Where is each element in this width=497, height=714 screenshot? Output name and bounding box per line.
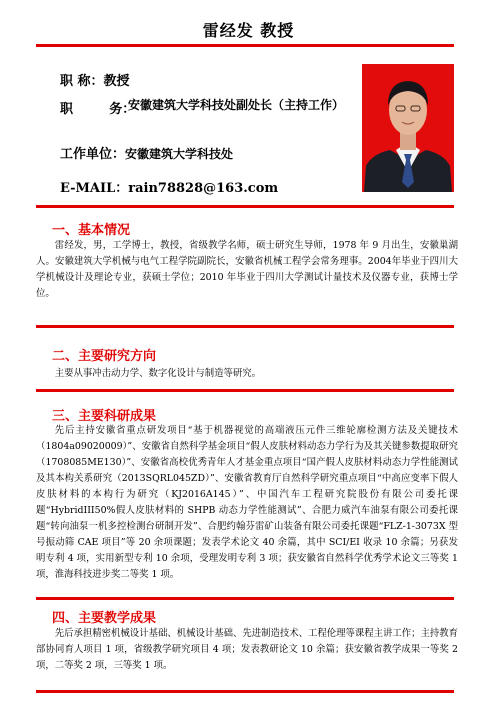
email-label: E-MAIL：	[60, 181, 129, 196]
divider	[36, 205, 454, 208]
unit-field	[60, 143, 233, 162]
section-heading-teaching: 四、主要教学成果	[52, 611, 157, 626]
divider	[36, 389, 454, 392]
section-heading-achievements: 三、主要科研成果	[52, 409, 157, 424]
divider	[36, 325, 454, 328]
email-field	[60, 177, 278, 196]
section-text-achievements: 先后主持安徽省重点研发项目“基于机器视觉的高端液压元件三维轮廓检测方法及关键技术（1804a09020009）”、安徽省自然科学基金项目“假人皮肤材料动态力学行为及其关键参数提取研究（1708085ME130）”、安徽省高校优秀青年人才基金重点项目“国产假人皮肤材料动态力学性能测试及其本构关系研究（2013SQRL045ZD）”、安徽省教育厅自然科学研究重点项目“中高应变率下假人皮肤材料的本构行为研究（KJ2016A145）”、中国汽车工程研究院股份有限公司委托课题“HybridIII50%假人皮肤材料的 SHPB 动态力学性能测试”、合肥力威汽车油泵有限公司委托课题“转向油泵一机多控检测台研制开发”、合肥约翰芬雷矿山装备有限公司委托课题“FLZ-1-3073X 型号振动筛 CAE 项目”等 20 余项课题；发表学术论文 40 余篇，其中 SCI/EI 收录 10 余篇；另获发明专利 4 项，实用新型专利 10 余项，受理发明专利 3 项；获安徽省自然科学优秀学术论文三等奖 1 项，淮海科技进步奖二等奖 1 项。	[36, 425, 458, 580]
portrait-photo	[362, 64, 454, 192]
divider	[36, 690, 454, 693]
title-value: 教授	[103, 74, 130, 89]
unit-label: 工作单位：	[60, 147, 126, 162]
section-text-research: 主要从事冲击动力学、数字化设计与制造等研究。	[54, 368, 262, 379]
title-label: 职 称：	[60, 74, 104, 89]
section-text-basic: 雷经发，男，工学博士，教授，省级教学名师，硕士研究生导师，1978 年 9 月出生，安徽巢湖人。安徽建筑大学机械与电气工程学院副院长，安徽省机械工程学会常务理事。2004年毕业于四川大学机械设计及理论专业，获硕士学位；2010 年毕业于四川大学测试计量技术及仪器专业，获博士学位。	[36, 240, 458, 299]
email-value: rain78828@163.com	[128, 181, 279, 196]
unit-value: 安徽建筑大学科技处	[125, 147, 234, 161]
page-title: 雷经发 教授	[202, 21, 295, 40]
section-heading-research: 二、主要研究方向	[52, 349, 157, 364]
divider	[36, 44, 454, 47]
section-text-teaching: 先后承担精密机械设计基础、机械设计基础、先进制造技术、工程伦理等课程主讲工作；主持教育部协同育人项目 1 项，省级教学研究项目 4 项；发表教研论文 10 余篇；获安徽省教学成果一等奖 2 项，二等奖 2 项，三等奖 1 项。	[36, 628, 458, 671]
position-label: 职 务：	[60, 102, 136, 117]
position-field	[60, 98, 350, 117]
section-heading-basic: 一、基本情况	[52, 223, 131, 238]
position-value: 安徽建筑大学科技处副处长（主持工作）	[128, 98, 345, 112]
divider	[36, 597, 454, 600]
title-field	[60, 70, 130, 89]
